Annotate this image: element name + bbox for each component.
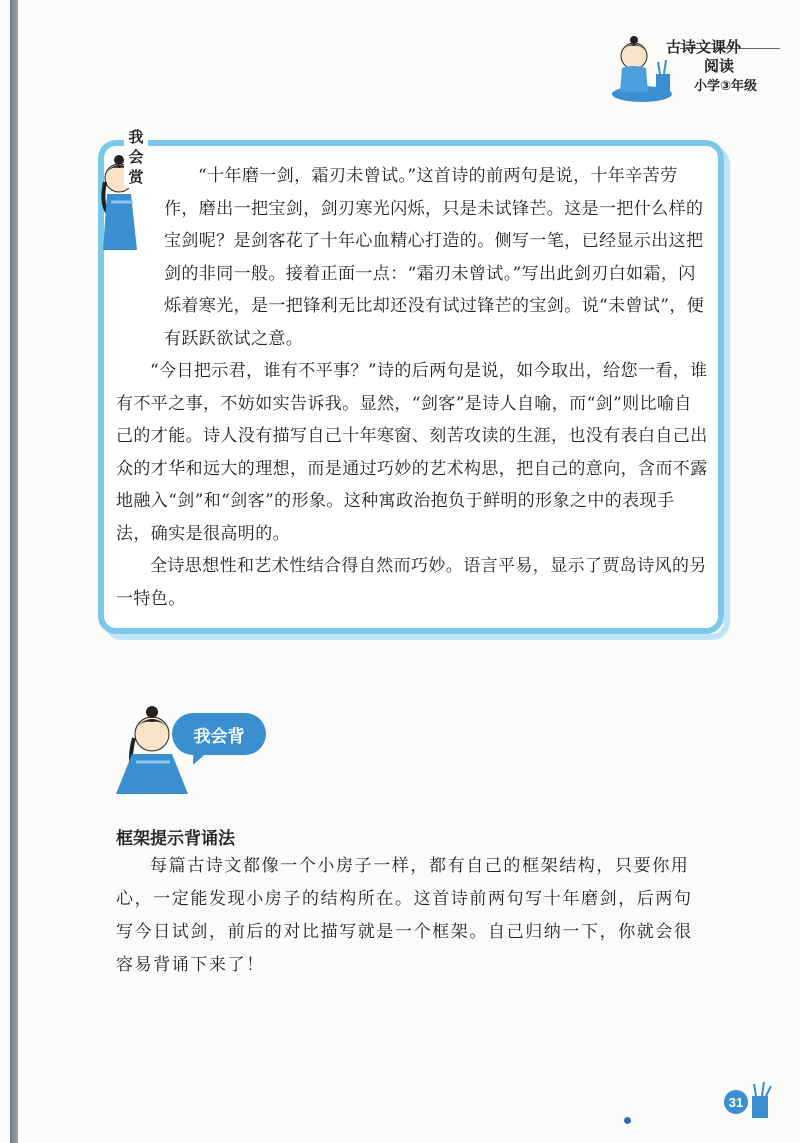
footer-dot xyxy=(624,1117,631,1124)
page-number: 31 xyxy=(724,1090,748,1114)
appreciation-paragraph-3: 全诗思想性和艺术性结合得自然而巧妙。语言平易，显示了贾岛诗风的另一特色。 xyxy=(116,556,707,609)
appreciation-paragraph-1: “十年磨一剑，霜刃未曾试。”这首诗的前两句是说，十年辛苦劳作，磨出一把宝剑，剑刃寒光闪烁，只是未试锋芒。这是一把什么样的宝剑呢？是剑客花了十年心血精心打造的。侧写一笔，已经显示出这把剑的非同一般。接着正面一点：“霜刃未曾试。”写出此剑刃白如霜，闪烁着寒光，是一把锋利无比却还没有试过锋芒的宝剑。说“未曾试”，便有跃跃欲试之意。 xyxy=(164,166,705,349)
tag-char-2: 会 xyxy=(128,149,144,166)
grade-label: 小学③年级 xyxy=(694,78,758,93)
page-edge-bar xyxy=(10,0,18,1143)
series-title-line2: 阅读 xyxy=(704,58,735,75)
tag-char-3: 赏 xyxy=(128,169,144,186)
appreciation-paragraph-2: “今日把示君，谁有不平事？”诗的后两句是说，如今取出，给您一看，谁有不平之事，不妨如实告诉我。显然，“剑客”是诗人自喻，而“剑”则比喻自己的才能。诗人没有描写自己十年寒窗、刻苦攻读的生涯，也没有表白自己出众的才华和远大的理想，而是通过巧妙的艺术构思，把自己的意向，含而不露地融入“剑”和“剑客”的形象。这种寓政治抱负于鲜明的形象之中的表现手法，确实是很高明的。 xyxy=(116,361,708,544)
recite-paragraph: 每篇古诗文都像一个小房子一样，都有自己的框架结构，只要你用心，一定能发现小房子的结构所在。这首诗前两句写十年磨剑，后两句写今日试剑，前后的对比描写就是一个框架。自己归纳一下，你就会很容易背诵下来了！ xyxy=(116,856,693,975)
tag-char-1: 我 xyxy=(128,129,144,146)
series-title xyxy=(666,38,776,95)
appreciation-tag xyxy=(124,128,148,188)
recite-bubble: 我会背 xyxy=(172,713,266,755)
recite-section-title: 框架提示背诵法 xyxy=(116,829,235,848)
series-title-line1: 古诗文课外 xyxy=(666,39,742,56)
